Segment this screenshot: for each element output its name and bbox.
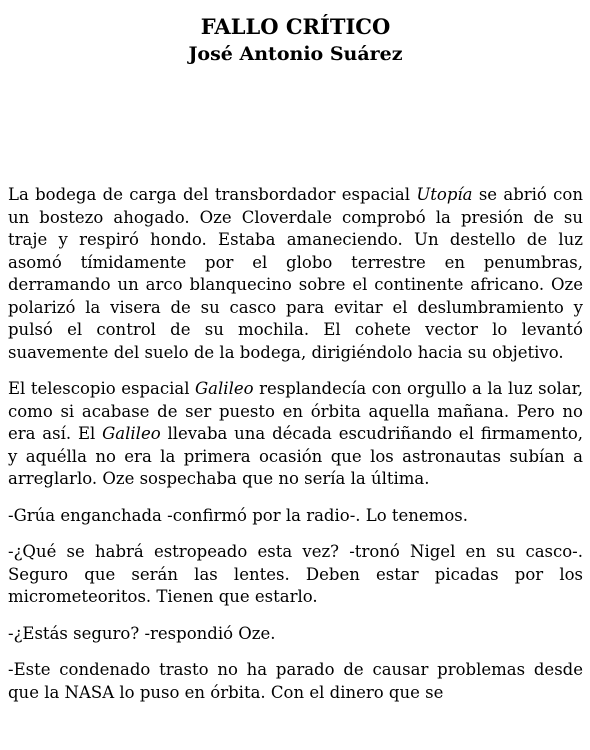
paragraph-3: -Grúa enganchada -confirmó por la radio-. Lo tenemos. [8, 505, 468, 525]
paragraph-2: El telescopio espacial Galileo resplandecía con orgullo a la luz solar, como si acabase de ser puesto en órbita aquella mañana. Pero no era así. El Galileo llevaba una década escudriñando el firmamento, y aquélla no era la primera ocasión que los astronautas subían a arreglarlo. Oze sospechaba que no sería la última. [8, 379, 584, 488]
telescope-name: Galileo [102, 424, 161, 443]
telescope-name: Galileo [195, 379, 254, 398]
document-author: José Antonio Suárez [188, 43, 403, 65]
document-title: FALLO CRÍTICO [200, 14, 391, 39]
paragraph-6: -Este condenado trasto no ha parado de causar problemas desde que la NASA lo puso en órbita. Con el dinero que se [8, 660, 583, 702]
ship-name: Utopía [416, 185, 473, 204]
paragraph-1: La bodega de carga del transbordador espacial Utopía se abrió con un bostezo ahogado. Oze Cloverdale comprobó la presión de su traje y respiró hondo. Estaba amaneciendo. Un destello de luz asomó tímidamente por el globo terrestre en penumbras, derramando un arco blanquecino sobre el continente africano. Oze polarizó la visera de su casco para evitar el deslumbramiento y pulsó el control de su mochila. El cohete vector lo levantó suavemente del suelo de la bodega, dirigiéndolo hacia su objetivo. [8, 185, 583, 362]
story-body [8, 184, 583, 718]
paragraph-5: -¿Estás seguro? -respondió Oze. [8, 623, 276, 643]
paragraph-4: -¿Qué se habrá estropeado esta vez? -tronó Nigel en su casco-. Seguro que serán las lentes. Deben estar picadas por los micrometeoritos. Tienen que estarlo. [8, 542, 583, 606]
